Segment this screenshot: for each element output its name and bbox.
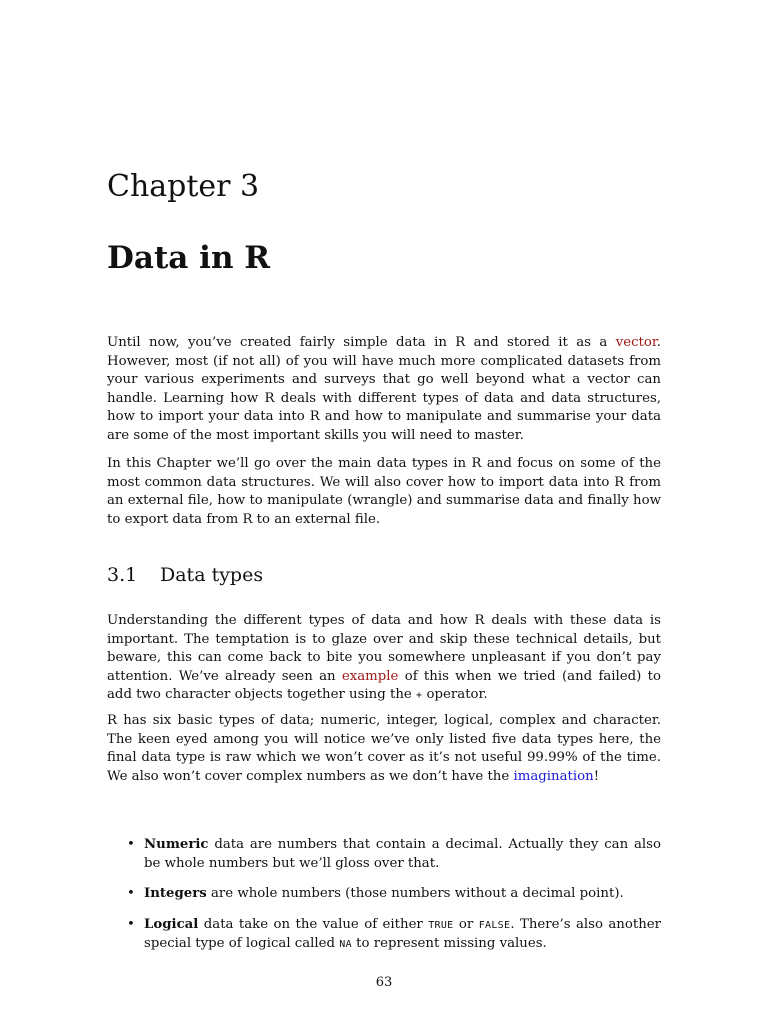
vector-link[interactable]: vector — [615, 335, 657, 350]
chapter-label: Chapter 3 — [107, 169, 260, 204]
section-p2-text-b: ! — [593, 768, 600, 784]
section-heading — [107, 564, 263, 586]
list-item-text-b: or — [453, 916, 479, 932]
page-number: 63 — [375, 975, 393, 990]
plus-operator-code: + — [415, 690, 423, 702]
list-item — [107, 885, 661, 904]
list-item-term: Integers — [144, 886, 207, 902]
section-p2-text-a: R has six basic types of data; numeric, integer, logical, complex and character. The keen eyed among you will notice we’ve only listed five data types here, the final data type is raw which we won’t cover as it’s not useful 99.99% of the time. We also won’t cover complex numbers as we don’t have the — [107, 713, 661, 784]
data-types-list — [107, 836, 661, 967]
imagination-link[interactable]: imagination — [513, 768, 594, 784]
section-paragraph-1 — [107, 612, 661, 706]
list-item-text: data are numbers that contain a decimal. Actually they can also be whole numbers but we’ll gloss over that. — [144, 837, 661, 871]
bullet-icon: • — [127, 916, 135, 932]
list-item — [107, 836, 661, 873]
section-p1-text-b: of this when we tried (and failed) to add two character objects together using the — [107, 668, 661, 703]
intro-p1-text-a: Until now, you’ve created fairly simple data in R and stored it as a — [107, 335, 616, 350]
section-number: 3.1 — [107, 564, 138, 586]
bullet-icon: • — [127, 886, 135, 902]
list-item — [107, 916, 661, 955]
list-item-text-d: to represent missing values. — [351, 936, 547, 952]
true-code: TRUE — [428, 919, 454, 931]
list-item-text-c: . There’s also another special type of logical called — [144, 916, 662, 952]
list-item-text: are whole numbers (those numbers without a decimal point). — [206, 886, 624, 902]
intro-paragraph-1 — [107, 334, 661, 446]
list-item-term: Logical — [144, 916, 199, 932]
section-p1-text-a: Understanding the different types of data and how R deals with these data is important. The temptation is to glaze over and skip these technical details, but beware, this can come back to bite you somewhere unpleasant if you don’t pay attention. We’ve already seen an — [107, 613, 661, 684]
na-code: NA — [339, 939, 352, 951]
section-paragraph-2 — [107, 712, 661, 786]
example-link[interactable]: example — [341, 668, 399, 684]
intro-paragraph-2: In this Chapter we’ll go over the main data types in R and focus on some of the most common data structures. We will also cover how to import data into R from an external file, how to manipulate (wrangle) and summarise data and finally how to export data from R to an external file. — [107, 456, 661, 527]
intro-p1-text-b: . However, most (if not all) of you will have much more complicated datasets from your various experiments and surveys that go well beyond what a vector can handle. Learning how R deals with different types of data and data structures, how to import your data into R and how to manipulate and summarise your data are some of the most important skills you will need to master. — [107, 335, 661, 443]
section-title: Data types — [160, 564, 264, 586]
list-item-text-a: data take on the value of either — [198, 916, 429, 932]
false-code: FALSE — [478, 919, 511, 931]
list-item-term: Numeric — [144, 837, 209, 852]
chapter-title: Data in R — [107, 240, 271, 276]
bullet-icon: • — [127, 837, 135, 852]
section-p1-text-c: operator. — [422, 687, 488, 703]
